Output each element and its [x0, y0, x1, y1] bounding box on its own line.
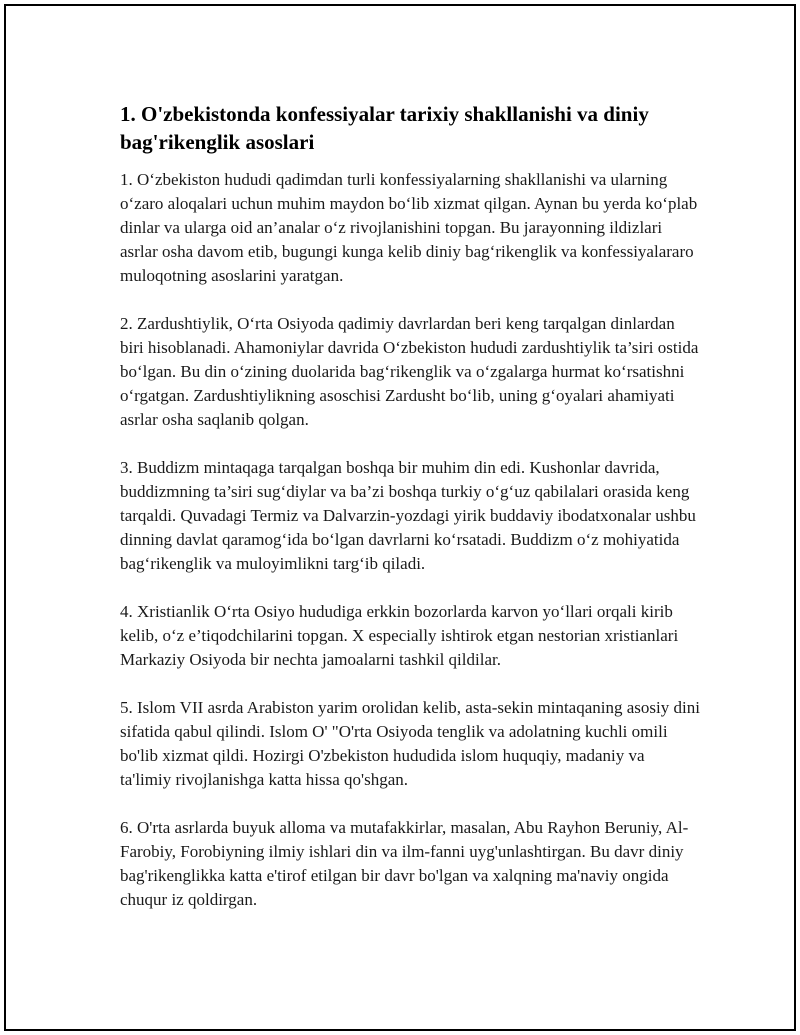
- paragraph-3: 3. Buddizm mintaqaga tarqalgan boshqa bir muhim din edi. Kushonlar davrida, buddizmning ta’siri sug‘diylar va ba’zi boshqa turkiy o‘g‘uz qabilalari orasida keng tarqaldi. Quvadagi Termiz va Dalvarzin-yozdagi yirik buddaviy ibodatxonalar ushbu dinning davlat qaramog‘ida bo‘lgan davrlarni ko‘rsatadi. Buddizm o‘z mohiyatida bag‘rikenglik va muloyimlikni targ‘ib qiladi.: [120, 458, 696, 573]
- paragraph-5: 5. Islom VII asrda Arabiston yarim orolidan kelib, asta-sekin mintaqaning asosiy dini sifatida qabul qilindi. Islom O' "O'rta Osiyoda tenglik va adolatning kuchli omili bo'lib xizmat qildi. Hozirgi O'zbekiston hududida islom huquqiy, madaniy va ta'limiy rivojlanishga katta hissa qo'shgan.: [120, 698, 700, 789]
- document-title: 1. O'zbekistonda konfessiyalar tarixiy shakllanishi va diniy bag'rikenglik asoslari: [120, 102, 649, 154]
- paragraph-6: 6. O'rta asrlarda buyuk alloma va mutafakkirlar, masalan, Abu Rayhon Beruniy, Al-Farobiy, Forobiyning ilmiy ishlari din va ilm-fanni uyg'unlashtirgan. Bu davr diniy bag'rikenglikka katta e'tirof etilgan bir davr bo'lgan va xalqning ma'naviy ongida chuqur iz qoldirgan.: [120, 818, 689, 909]
- document-content: [120, 100, 700, 936]
- paragraph-1: 1. O‘zbekiston hududi qadimdan turli konfessiyalarning shakllanishi va ularning o‘zaro aloqalari uchun muhim maydon bo‘lib xizmat qilgan. Aynan bu yerda ko‘plab dinlar va ularga oid an’analar o‘z rivojlanishini topgan. Bu jarayonning ildizlari asrlar osha davom etib, bugungi kunga kelib diniy bag‘rikenglik va konfessiyalararo muloqotning asoslarini yaratgan.: [120, 170, 698, 285]
- page-frame: [4, 4, 796, 1031]
- paragraph-4: 4. Xristianlik O‘rta Osiyo hududiga erkkin bozorlarda karvon yo‘llari orqali kirib kelib, o‘z e’tiqodchilarini topgan. X especially ishtirok etgan nestorian xristianlari Markaziy Osiyoda bir nechta jamoalarni tashkil qildilar.: [120, 602, 679, 669]
- paragraph-2: 2. Zardushtiylik, O‘rta Osiyoda qadimiy davrlardan beri keng tarqalgan dinlardan biri hisoblanadi. Ahamoniylar davrida O‘zbekiston hududi zardushtiylik ta’siri ostida bo‘lgan. Bu din o‘zining duolarida bag‘rikenglik va o‘zgalarga hurmat ko‘rsatishni o‘rgatgan. Zardushtiylikning asoschisi Zardusht bo‘lib, uning g‘oyalari ahamiyati asrlar osha saqlanib qolgan.: [120, 314, 699, 429]
